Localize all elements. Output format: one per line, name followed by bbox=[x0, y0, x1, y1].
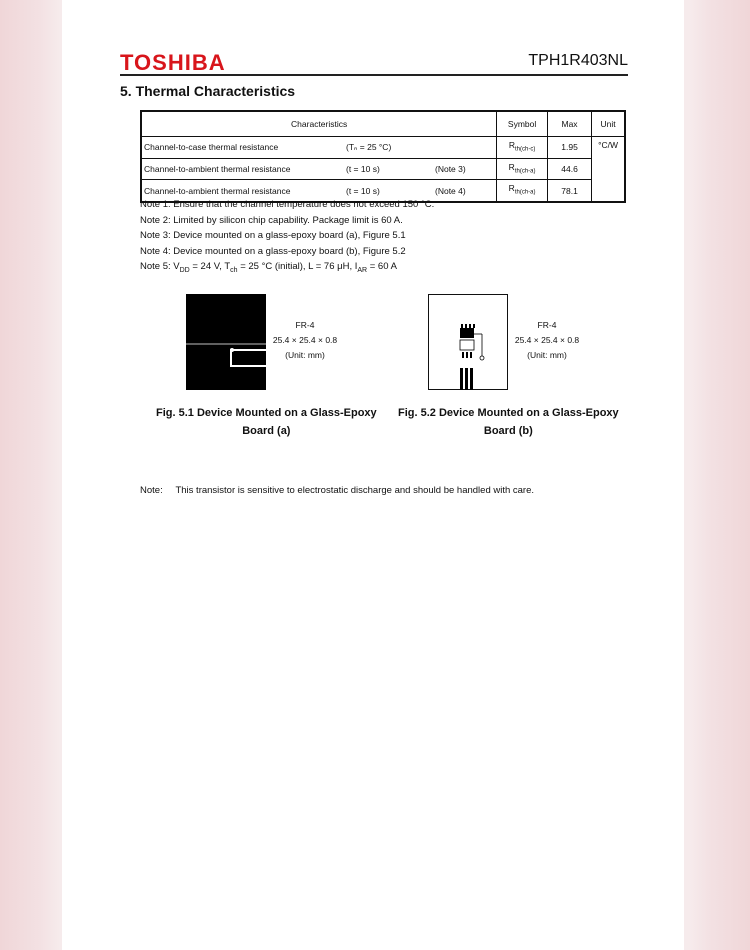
board-b-via bbox=[480, 356, 484, 360]
table-row bbox=[141, 137, 625, 159]
table-row bbox=[141, 158, 625, 180]
notes-list bbox=[140, 197, 434, 279]
caption-line2: Board (a) bbox=[242, 425, 291, 437]
note-item: Note 2: Limited by silicon chip capability. Package limit is 60 A. bbox=[140, 214, 403, 226]
caption-line1: Fig. 5.1 Device Mounted on a Glass-Epoxy bbox=[156, 407, 377, 419]
board-b-diagram bbox=[428, 294, 508, 390]
fig-a-labels bbox=[270, 318, 340, 363]
fig-b-dimensions: 25.4 × 25.4 × 0.8 bbox=[514, 335, 580, 345]
note5-vdd-val: = 24 V, T bbox=[189, 261, 231, 273]
symbol-cell bbox=[497, 180, 548, 202]
max-value: 1.95 bbox=[547, 137, 591, 159]
note-item: Note 3: Device mounted on a glass-epoxy board (a), Figure 5.1 bbox=[140, 230, 406, 242]
note5-iar-val: = 60 A bbox=[367, 261, 397, 273]
fig-a-dimensions: 25.4 × 25.4 × 0.8 bbox=[272, 335, 338, 345]
characteristic-note: (Note 4) bbox=[435, 185, 466, 196]
note5-vdd-sub: DD bbox=[179, 267, 190, 275]
caption-line2: Board (b) bbox=[483, 425, 533, 437]
note-item: Note 1: Ensure that the channel temperature does not exceed 150 °C. bbox=[140, 199, 435, 210]
symbol-cell bbox=[497, 137, 548, 159]
symbol-subscript: th(ch-a) bbox=[514, 168, 536, 175]
symbol-main: R bbox=[508, 161, 515, 172]
board-a-copper bbox=[186, 294, 266, 390]
figure-caption-5-1 bbox=[156, 404, 377, 440]
header-unit: Unit bbox=[592, 111, 625, 137]
fig-b-labels bbox=[512, 318, 582, 363]
section-title: 5. Thermal Characteristics bbox=[120, 83, 296, 99]
note-item: Note 4: Device mounted on a glass-epoxy board (b), Figure 5.2 bbox=[140, 245, 406, 257]
note5-prefix: Note 5: V bbox=[140, 261, 180, 273]
esd-note bbox=[140, 485, 534, 496]
board-a-via bbox=[230, 348, 234, 352]
board-b-lead bbox=[460, 368, 463, 390]
max-value: 78.1 bbox=[547, 180, 591, 202]
fig-b-material: FR-4 bbox=[537, 320, 557, 330]
fig-a-unit: (Unit: mm) bbox=[285, 350, 325, 360]
symbol-subscript: th(ch-c) bbox=[514, 146, 536, 153]
symbol-subscript: th(ch-a) bbox=[514, 190, 536, 197]
toshiba-logo: TOSHIBA bbox=[120, 50, 226, 75]
characteristic-note: (Note 3) bbox=[435, 164, 466, 175]
fig-b-unit: (Unit: mm) bbox=[527, 350, 567, 360]
caption-line1: Fig. 5.2 Device Mounted on a Glass-Epoxy bbox=[398, 407, 619, 419]
characteristic-name: Channel-to-ambient thermal resistance bbox=[144, 164, 291, 175]
symbol-main: R bbox=[508, 183, 515, 194]
header-symbol: Symbol bbox=[497, 111, 548, 137]
esd-note-label: Note: bbox=[140, 485, 163, 496]
note-item bbox=[140, 259, 434, 278]
note5-iar-sub: AR bbox=[357, 267, 368, 275]
max-value: 44.6 bbox=[547, 158, 591, 180]
figure-caption-5-2 bbox=[398, 404, 619, 440]
unit-cell: °C/W bbox=[592, 137, 625, 203]
characteristic-condition: (t = 10 s) bbox=[346, 185, 380, 196]
header-characteristics: Characteristics bbox=[141, 111, 497, 137]
thermal-characteristics-table bbox=[140, 110, 626, 203]
symbol-cell bbox=[497, 158, 548, 180]
board-b-drain-pad bbox=[460, 328, 474, 338]
document-page bbox=[62, 0, 684, 950]
characteristic-condition: (Tₙ = 25 °C) bbox=[346, 142, 392, 153]
header-max: Max bbox=[547, 111, 591, 137]
table-header-row bbox=[141, 111, 625, 137]
board-a-diagram bbox=[186, 294, 266, 390]
characteristic-name: Channel-to-ambient thermal resistance bbox=[144, 185, 291, 196]
note5-tch-val: = 25 °C (initial), L = 76 μH, I bbox=[237, 261, 358, 273]
characteristic-cell bbox=[141, 158, 497, 180]
characteristic-condition: (t = 10 s) bbox=[346, 164, 380, 175]
characteristic-cell bbox=[141, 137, 497, 159]
part-number: TPH1R403NL bbox=[528, 52, 628, 69]
fig-a-material: FR-4 bbox=[295, 320, 315, 330]
symbol-main: R bbox=[508, 140, 515, 150]
note5-tch-sub: ch bbox=[230, 267, 238, 275]
page-header bbox=[120, 48, 628, 76]
characteristic-name: Channel-to-case thermal resistance bbox=[144, 142, 279, 153]
esd-note-text: This transistor is sensitive to electrostatic discharge and should be handled with care. bbox=[175, 485, 535, 496]
